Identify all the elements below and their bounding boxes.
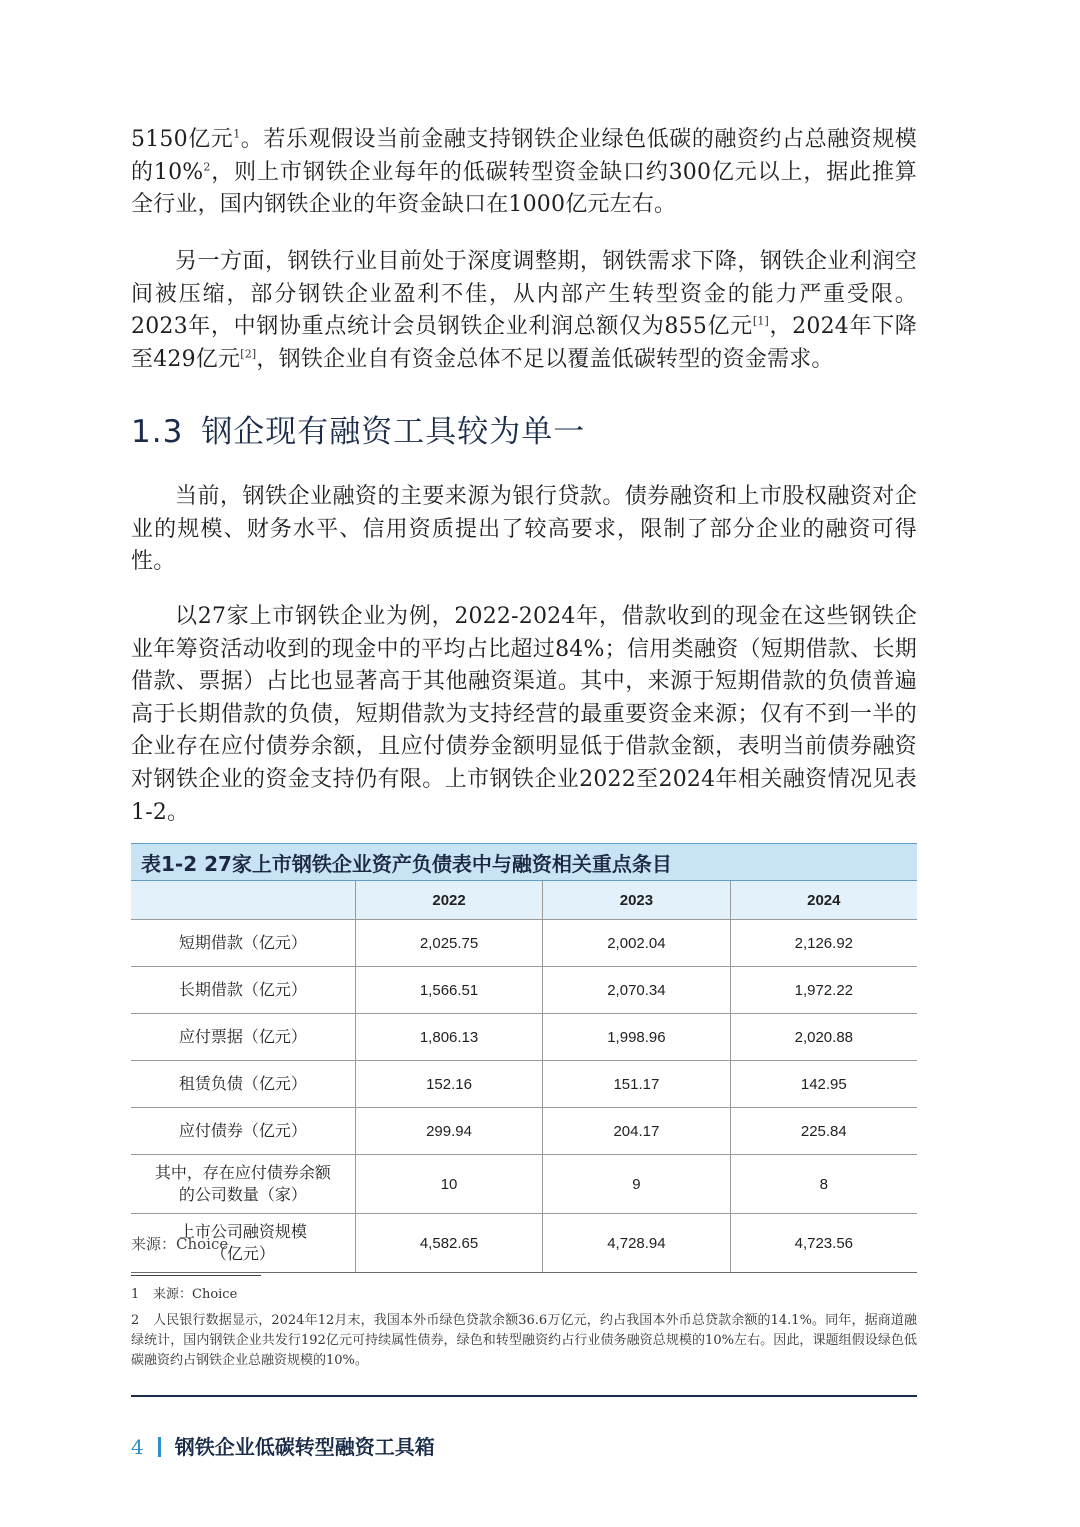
p1-text-a: 5150亿元: [131, 127, 234, 152]
table-cell: 10: [355, 1155, 542, 1214]
row-label-line-1: 上市公司融资规模: [178, 1222, 307, 1241]
row-label: 长期借款（亿元）: [131, 967, 355, 1014]
p1-text-b: 。若乐观假设当前金融支持钢铁企业绿色低碳的融资约占总融资规模的10%: [131, 127, 917, 185]
row-label: 应付债券（亿元）: [131, 1108, 355, 1155]
section-heading: [131, 406, 585, 451]
table-cell: 2,002.04: [543, 920, 730, 967]
footnote-ref-2[interactable]: 2: [203, 160, 211, 174]
row-label: 短期借款（亿元）: [131, 920, 355, 967]
column-header-2022: 2022: [355, 881, 542, 920]
publication-title: 钢铁企业低碳转型融资工具箱: [174, 1435, 435, 1459]
table-cell: 204.17: [543, 1108, 730, 1155]
table-row: [131, 1061, 917, 1108]
column-header-2024: 2024: [730, 881, 917, 920]
paragraph-1: [131, 124, 917, 222]
row-label: 租赁负债（亿元）: [131, 1061, 355, 1108]
table-cell: 1,972.22: [730, 967, 917, 1014]
column-header-2023: 2023: [543, 881, 730, 920]
footnote-number: 2: [131, 1313, 140, 1328]
table-row: [131, 1014, 917, 1061]
table-header-row: [131, 881, 917, 920]
paragraph-4: 以27家上市钢铁企业为例，2022-2024年，借款收到的现金在这些钢铁企业年筹资活动收到的现金中的平均占比超过84%；信用类融资（短期借款、长期借款、票据）占比也显著高于其他融资渠道。其中，来源于短期借款的负债普遍高于长期借款的负债，短期借款为支持经营的最重要资金来源；仅有不到一半的企业存在应付债券余额，且应付债券金额明显低于借款金额，表明当前债券融资对钢铁企业的资金支持仍有限。上市钢铁企业2022至2024年相关融资情况见表1-2。: [131, 604, 917, 825]
footer-divider: [131, 1395, 917, 1397]
footnote-ref-1[interactable]: 1: [233, 127, 241, 141]
reference-2[interactable]: [2]: [240, 347, 257, 361]
table-source: 来源：Choice: [131, 1235, 229, 1253]
table-cell: 152.16: [355, 1061, 542, 1108]
row-label-line-2: （亿元）: [210, 1244, 275, 1263]
reference-1[interactable]: [1]: [752, 314, 770, 328]
table-cell: 2,070.34: [543, 967, 730, 1014]
section-title: 钢企现有融资工具较为单一: [201, 414, 586, 450]
table-cell: 4,728.94: [543, 1214, 730, 1273]
table-cell: 1,566.51: [355, 967, 542, 1014]
p2-text-a: 另一方面，钢铁行业目前处于深度调整期，钢铁需求下降，钢铁企业利润空间被压缩，部分钢铁企业盈利不佳，从内部产生转型资金的能力严重受限。2023年，中钢协重点统计会员钢铁企业利润总额仅为855亿元: [131, 249, 917, 340]
table-caption-row: [131, 844, 917, 881]
footnote-1: [131, 1285, 917, 1305]
table-row: [131, 1155, 917, 1214]
table-cell: 2,025.75: [355, 920, 542, 967]
footnote-number: 1: [131, 1287, 140, 1302]
page-footer: [131, 1431, 435, 1460]
footer-accent-bar: [158, 1437, 161, 1457]
paragraph-3: 当前，钢铁企业融资的主要来源为银行贷款。债券融资和上市股权融资对企业的规模、财务水平、信用资质提出了较高要求，限制了部分企业的融资可得性。: [131, 484, 917, 575]
table-row: [131, 1214, 917, 1273]
table-cell: 142.95: [730, 1061, 917, 1108]
table-cell: 4,723.56: [730, 1214, 917, 1273]
table-cell: 8: [730, 1155, 917, 1214]
table-cell: 2,020.88: [730, 1014, 917, 1061]
row-label: 应付票据（亿元）: [131, 1014, 355, 1061]
table-cell: 1,998.96: [543, 1014, 730, 1061]
table-cell: 9: [543, 1155, 730, 1214]
row-label: [131, 1155, 355, 1214]
table-cell: 225.84: [730, 1108, 917, 1155]
table-row: [131, 1108, 917, 1155]
footnote-text: 人民银行数据显示，2024年12月末，我国本外币绿色贷款余额36.6万亿元，约占我国本外币总贷款余额的14.1%。同年，据商道融绿统计，国内钢铁企业共发行192亿元可持续属性债券，绿色和转型融资约占行业债务融资总规模的10%左右。因此，课题组假设绿色低碳融资约占钢铁企业总融资规模的10%。: [131, 1313, 917, 1368]
p2-text-b: ，2024年下降至429亿元: [131, 314, 917, 372]
footnote-divider: [131, 1275, 261, 1276]
table-row: [131, 967, 917, 1014]
paragraph-2: [131, 246, 917, 376]
footnote-2: [131, 1311, 917, 1371]
column-header-blank: [131, 881, 355, 920]
table-cell: 2,126.92: [730, 920, 917, 967]
table-cell: 299.94: [355, 1108, 542, 1155]
p2-text-c: ，钢铁企业自有资金总体不足以覆盖低碳转型的资金需求。: [256, 346, 834, 372]
financing-table: [131, 843, 917, 1273]
table-cell: 1,806.13: [355, 1014, 542, 1061]
footnote-text: 来源：Choice: [153, 1287, 238, 1302]
section-number: 1.3: [131, 414, 184, 450]
row-label-line-1: 其中，存在应付债券余额: [154, 1163, 331, 1182]
table-caption: 表1-2 27家上市钢铁企业资产负债表中与融资相关重点条目: [131, 844, 917, 881]
p1-text-c: ，则上市钢铁企业每年的低碳转型资金缺口约300亿元以上，据此推算全行业，国内钢铁企业的年资金缺口在1000亿元左右。: [131, 159, 917, 218]
page-number: 4: [131, 1435, 144, 1459]
table-row: [131, 920, 917, 967]
table-cell: 151.17: [543, 1061, 730, 1108]
row-label-line-2: 的公司数量（家）: [178, 1185, 307, 1204]
table-cell: 4,582.65: [355, 1214, 542, 1273]
